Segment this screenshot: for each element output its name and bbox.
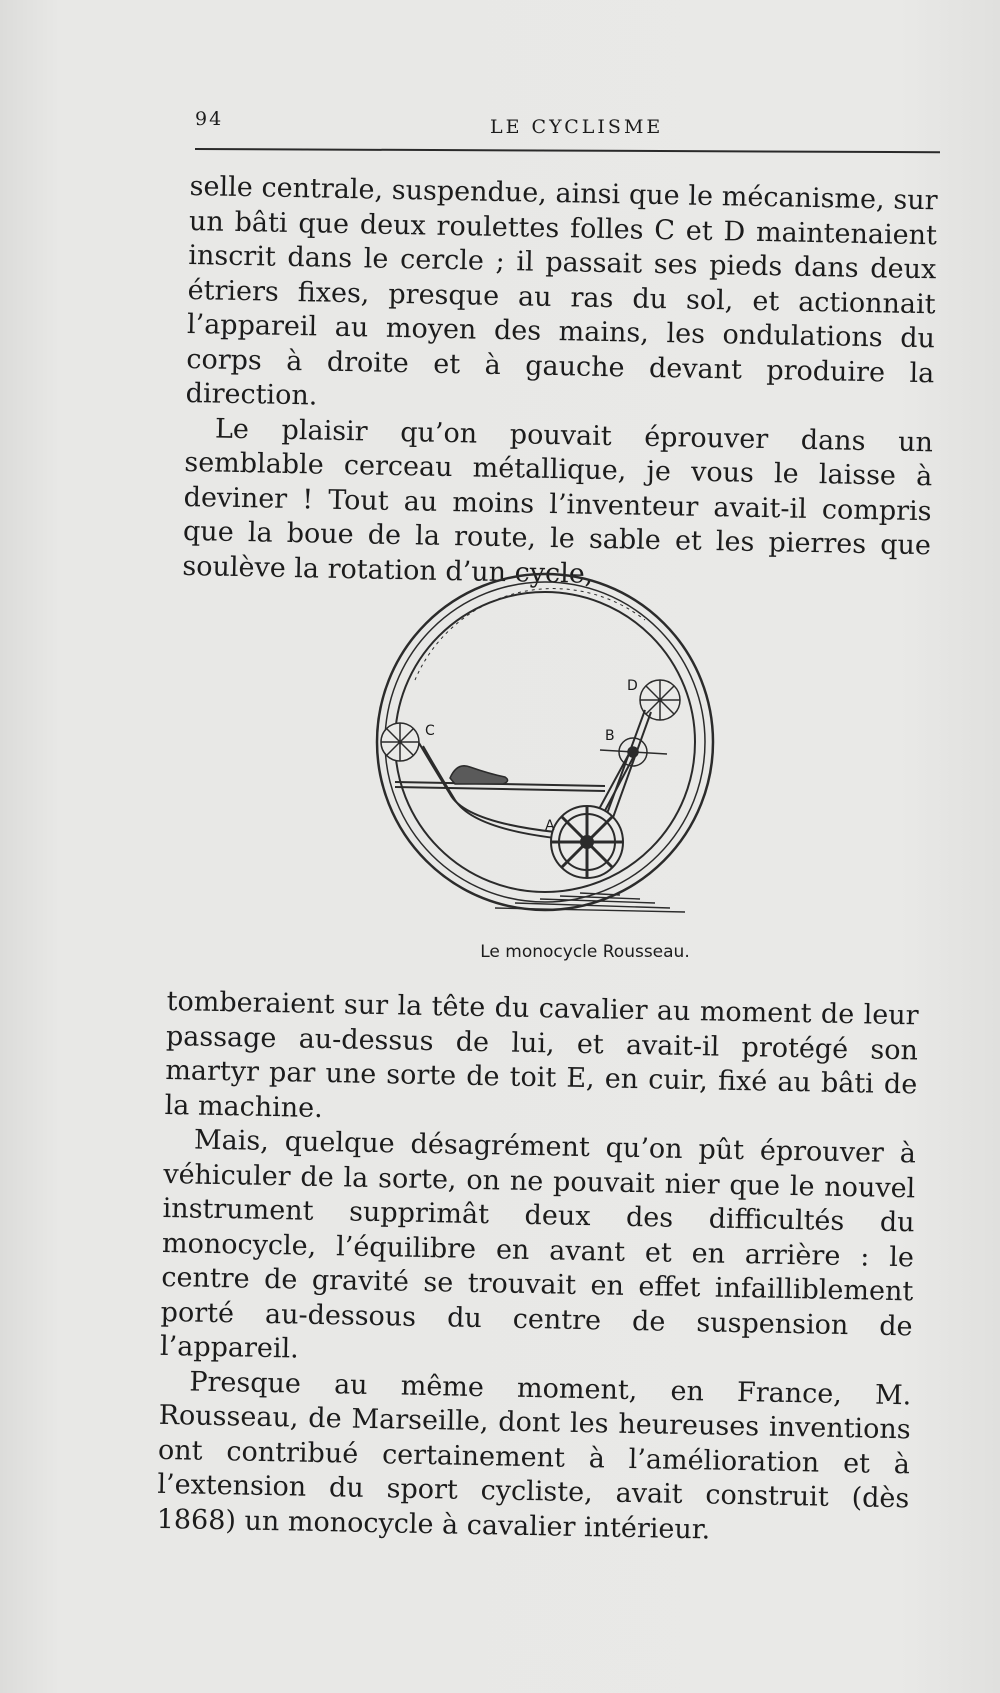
monocycle-engraving [355, 560, 745, 940]
label-b: B [605, 728, 615, 744]
paragraph: Le plaisir qu’on pouvait éprouver dans un semblable cerceau métallique, je vous le laisse à deviner ! Tout au moins l’inventeur avait-il compris que la boue de la route, le sable et les pierres que soulève la rotation d’un cycle, [182, 413, 934, 590]
text-block-top [182, 170, 938, 598]
paragraph-continued: tomberaient sur la tête du cavalier au moment de leur passage au-dessus de lui, et avait-il protégé son martyr par une sorte de toit E, en cuir, fixé au bâti de la machine. [164, 985, 919, 1124]
label-d: D [627, 678, 638, 694]
paragraph: Presque au même moment, en France, M. Rousseau, de Marseille, dont les heureuses inventions ont contribué certainement à l’amélioration et à l’extension du sport cycliste, avait construit (dès 1868) un monocycle à cavalier intérieur. [156, 1366, 912, 1546]
running-title: LE CYCLISME [490, 116, 664, 138]
roller-d [640, 680, 680, 720]
roller-c [381, 723, 419, 761]
figure-caption: Le monocycle Rousseau. [480, 942, 690, 962]
paragraph-continued: selle centrale, suspendue, ainsi que le mécanisme, sur un bâti que deux roulettes folles C et D maintenaient inscrit dans le cercle ; il passait ses pieds dans deux étriers fixes, presque au ras du sol, et actionnait l’appareil au moyen des mains, les ondulations du corps à droite et à gauche devant produire la direction. [185, 170, 938, 412]
wheel-rim [377, 574, 713, 910]
monocycle-illustration [355, 560, 745, 940]
label-c: C [425, 723, 435, 739]
label-a: A [545, 818, 555, 834]
saddle [450, 766, 508, 784]
header-rule [195, 148, 940, 153]
text-block-bottom [156, 985, 918, 1551]
drive-wheel-a [551, 806, 623, 878]
paragraph: Mais, quelque désagrément qu’on pût éprouver à véhiculer de la sorte, on ne pouvait nier que le nouvel instrument supprimât deux des difficultés du monocycle, l’équilibre en avant et en arrière : le centre de gravité se trouvait en effet infailliblement porté au-dessous du centre de suspension de l’appareil. [159, 1124, 917, 1365]
page-number: 94 [195, 108, 224, 130]
page-header [195, 106, 940, 146]
